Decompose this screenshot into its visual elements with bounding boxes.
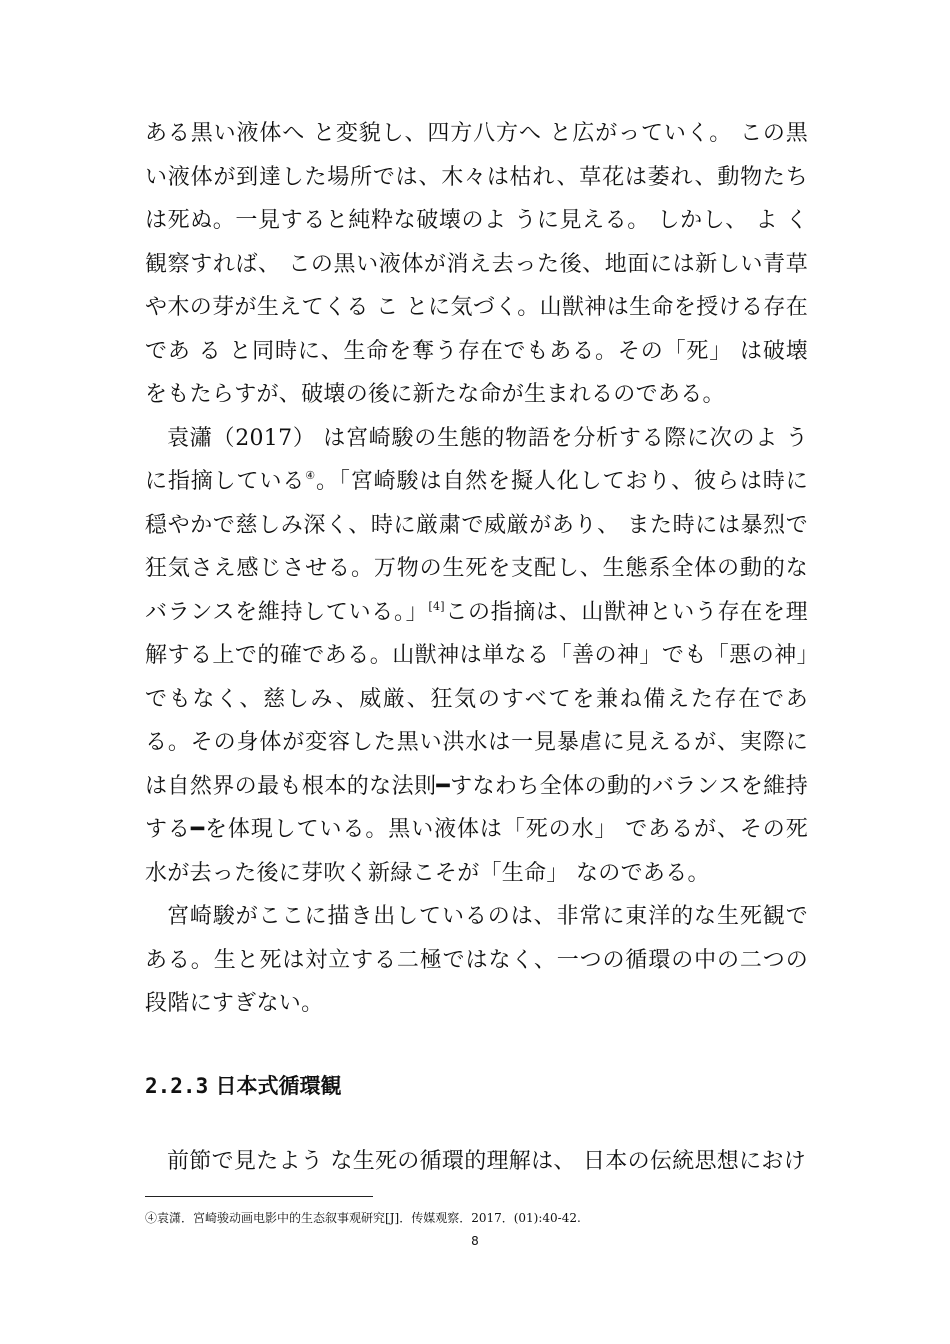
footnote-mark: ④ [145,1211,158,1225]
body-text [145,112,808,1026]
paragraph-2-part-a: 袁瀟（2017） は宮崎駿の生態的物語を分析する際に次のよ うに指摘している [145,425,808,494]
paragraph-3: 宮崎駿がここに描き出しているのは、非常に東洋的な生死観である。生と死は対立する二極ではなく、一つの循環の中の二つの段階にすぎない。 [145,904,808,1016]
paragraph-2 [145,417,808,896]
paragraph-2-part-c: この指摘は、山獣神という存在を理解する上で的確である。山獣神は単なる「善の神」でも「悪の神」でもなく、慈しみ、威厳、狂気のすべてを兼ね備えた存在である。その身体が変容した黒い洪水は一見暴虐に見えるが、実際には自然界の最も根本的な法則━すなわち全体の動的バランスを維持する━を体現している。黒い液体は「死の水」 であるが、その死水が去った後に芽吹く新緑こそが「生命」 なのである。 [145,599,808,886]
footnote-reference-mark[interactable]: ④ [305,469,316,482]
section-title: 日本式循環観 [215,1074,342,1098]
section-number: 2.2.3 [145,1074,209,1098]
section-heading [145,1068,808,1104]
footnote-separator [145,1196,373,1197]
paragraph-2-part-b: 。「宮崎駿は自然を擬人化しており、彼らは時に穏やかで慈しみ深く、時に厳粛で威厳があり、 また時には暴烈で狂気さえ感じさせる。万物の生死を支配し、生態系全体の動的なバランスを維持している。」 [145,469,808,625]
page-number: 8 [471,1234,479,1248]
citation-reference[interactable]: [4] [428,599,445,613]
paragraph-4: 前節で見たよう な生死の循環的理解は、 日本の伝統思想におけ [167,1149,806,1174]
paragraph-1: ある黒い液体へ と変貌し、四方八方へ と広がっていく。 この黒い液体が到達した場所では、木々は枯れ、草花は萎れ、動物たちは死ぬ。一見すると純粋な破壊のよ うに見える。 しかし、 よ く観察すれば、 この黒い液体が消え去った後、地面には新しい青草や木の芽が生えてくる こ とに気づく。山獣神は生命を授ける存在であ る と同時に、生命を奪う存在でもある。その「死」 は破壊をもたらすが、破壊の後に新たな命が生まれるのである。 [145,121,809,407]
footnote [145,1209,808,1227]
footnote-text: 袁潇．宮崎骏动画电影中的生态叙事观研究[J]．传媒观察．2017．(01):40-42. [157,1211,581,1225]
